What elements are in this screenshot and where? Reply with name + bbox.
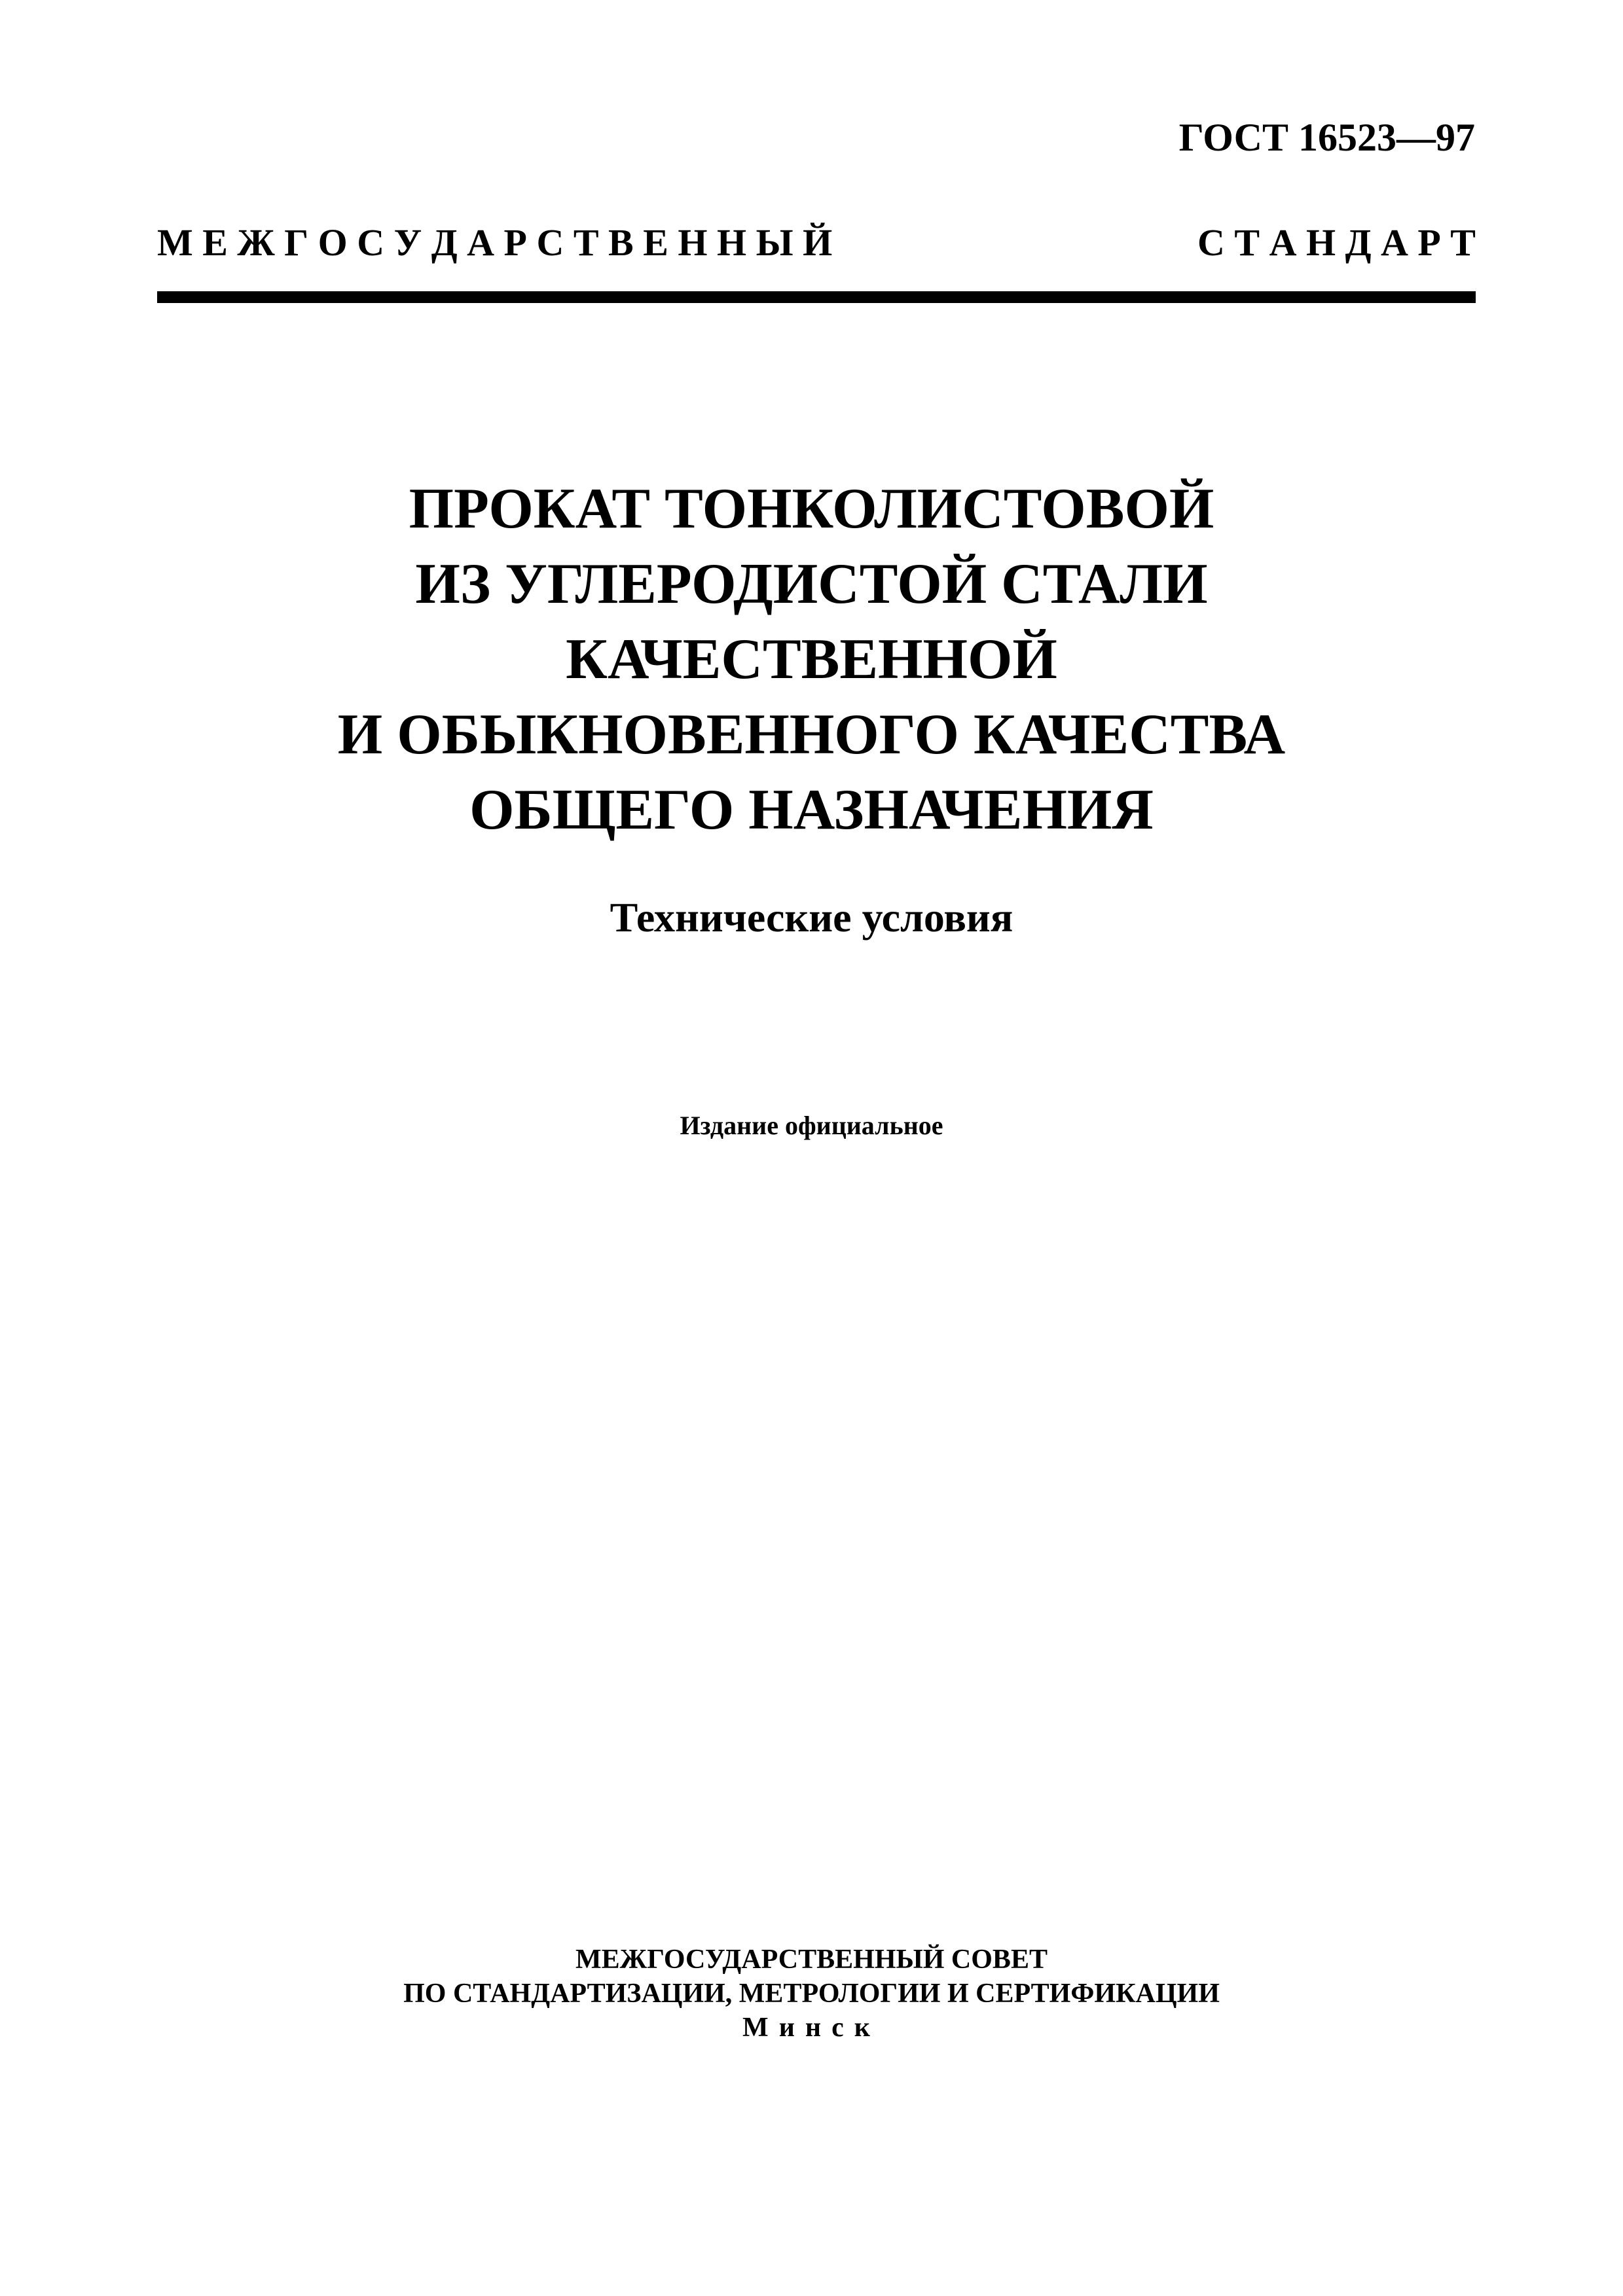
publisher-city: Минск	[742, 2013, 881, 2043]
publisher-line-1: МЕЖГОСУДАРСТВЕННЫЙ СОВЕТ	[575, 1945, 1048, 1975]
header-divider	[157, 291, 1476, 303]
title-line: ОБЩЕГО НАЗНАЧЕНИЯ	[469, 778, 1154, 842]
edition-note: Издание официальное	[680, 1111, 943, 1140]
publisher-block	[0, 1943, 1623, 2045]
standard-kind-word-1: М Е Ж Г О С У Д А Р С Т В Е Н Н Ы Й	[157, 221, 833, 264]
standard-kind-word-2: С Т А Н Д А Р Т	[1197, 221, 1476, 264]
title-line: И ОБЫКНОВЕННОГО КАЧЕСТВА	[337, 703, 1286, 766]
document-subtitle: Технические условия	[610, 894, 1013, 941]
document-title	[0, 471, 1623, 848]
title-line: ПРОКАТ ТОНКОЛИСТОВОЙ	[409, 477, 1214, 541]
publisher-line-2: ПО СТАНДАРТИЗАЦИИ, МЕТРОЛОГИИ И СЕРТИФИКАЦИИ	[403, 1979, 1220, 2009]
standard-kind	[157, 221, 1476, 264]
standard-code: ГОСТ 16523—97	[1178, 116, 1475, 159]
title-line: КАЧЕСТВЕННОЙ	[566, 628, 1057, 691]
title-line: ИЗ УГЛЕРОДИСТОЙ СТАЛИ	[415, 552, 1208, 616]
